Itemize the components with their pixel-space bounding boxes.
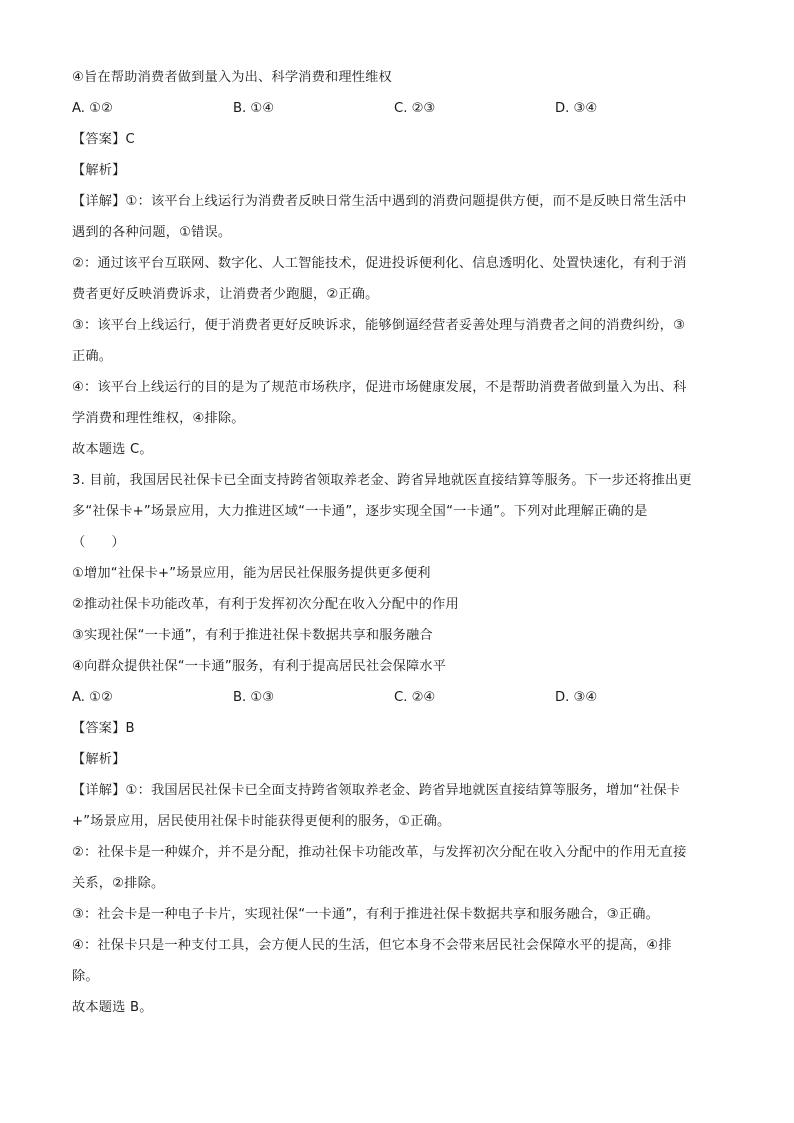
- q3-statement-1: ①增加“社保卡+”场景应用，能为居民社保服务提供更多便利: [72, 566, 431, 581]
- q3-statement-2: ②推动社保卡功能改革，有利于发挥初次分配在收入分配中的作用: [72, 597, 459, 612]
- q3-analysis-label: 【解析】: [72, 752, 126, 767]
- q3-stem-line: 多“社保卡+”场景应用，大力推进区域“一卡通”，逐步实现全国“一卡通”。下列对此理解正确的是: [72, 504, 648, 519]
- q2-option-d: D. ③④: [555, 101, 598, 116]
- q3-detail-line: ②：社保卡是一种媒介，并不是分配，推动社保卡功能改革，与发挥初次分配在收入分配中的作用无直接: [72, 845, 687, 860]
- q2-answer: 【答案】C: [72, 132, 135, 147]
- page-content: [72, 62, 724, 1023]
- q3-statement-3: ③实现社保“一卡通”，有利于推进社保卡数据共享和服务融合: [72, 628, 433, 643]
- q3-detail-line: +”场景应用，居民使用社保卡时能获得更便利的服务，①正确。: [72, 814, 451, 829]
- q2-detail-line: ③：该平台上线运行，便于消费者更好反映诉求，能够倒逼经营者妥善处理与消费者之间的消费纠纷，③: [72, 318, 686, 333]
- q2-option-b: B. ①④: [233, 101, 275, 116]
- q2-detail-line: 学消费和理性维权，④排除。: [72, 411, 245, 426]
- q2-option-a: A. ①②: [72, 101, 113, 116]
- q3-options: [72, 682, 724, 713]
- q3-stem-line: 3. 目前，我国居民社保卡已全面支持跨省领取养老金、跨省异地就医直接结算等服务。下一步还将推出更: [72, 473, 692, 488]
- q3-option-c: C. ②④: [394, 690, 436, 705]
- q2-conclusion: 故本题选 C。: [72, 442, 153, 457]
- q3-detail-line: 【详解】①：我国居民社保卡已全面支持跨省领取养老金、跨省异地就医直接结算等服务，增加“社保卡: [72, 783, 681, 798]
- q2-detail-line: 正确。: [72, 349, 113, 364]
- q3-detail-line: ④：社保卡只是一种支付工具，会方便人民的生活，但它本身不会带来居民社会保障水平的提高，④排: [72, 938, 672, 953]
- q3-detail-line: 除。: [72, 969, 99, 984]
- q3-detail-line: 关系，②排除。: [72, 876, 165, 891]
- q2-options: [72, 93, 724, 124]
- q3-option-b: B. ①③: [233, 690, 275, 705]
- q3-option-d: D. ③④: [555, 690, 598, 705]
- q2-detail-line: ④：该平台上线运行的目的是为了规范市场秩序，促进市场健康发展，不是帮助消费者做到量入为出、科: [72, 380, 687, 395]
- q2-detail-line: ②：通过该平台互联网、数字化、人工智能技术，促进投诉便利化、信息透明化、处置快速化，有利于消: [72, 256, 687, 271]
- q2-detail-line: 遇到的各种问题，①错误。: [72, 225, 232, 240]
- q3-conclusion: 故本题选 B。: [72, 1000, 153, 1015]
- q3-statement-4: ④向群众提供社保“一卡通”服务，有利于提高居民社会保障水平: [72, 659, 447, 674]
- q2-option-c: C. ②③: [394, 101, 436, 116]
- q2-detail-line: 【详解】①：该平台上线运行为消费者反映日常生活中遇到的消费问题提供方便，而不是反映日常生活中: [72, 194, 687, 209]
- q2-analysis-label: 【解析】: [72, 163, 126, 178]
- q2-statement-4: ④旨在帮助消费者做到量入为出、科学消费和理性维权: [72, 70, 392, 85]
- q3-answer-blank: （ ）: [72, 535, 125, 550]
- q3-detail-line: ③：社会卡是一种电子卡片，实现社保“一卡通”，有利于推进社保卡数据共享和服务融合，③正确。: [72, 907, 659, 922]
- q3-option-a: A. ①②: [72, 690, 113, 705]
- q3-answer: 【答案】B: [72, 721, 135, 736]
- q2-detail-line: 费者更好反映消费诉求，让消费者少跑腿，②正确。: [72, 287, 379, 302]
